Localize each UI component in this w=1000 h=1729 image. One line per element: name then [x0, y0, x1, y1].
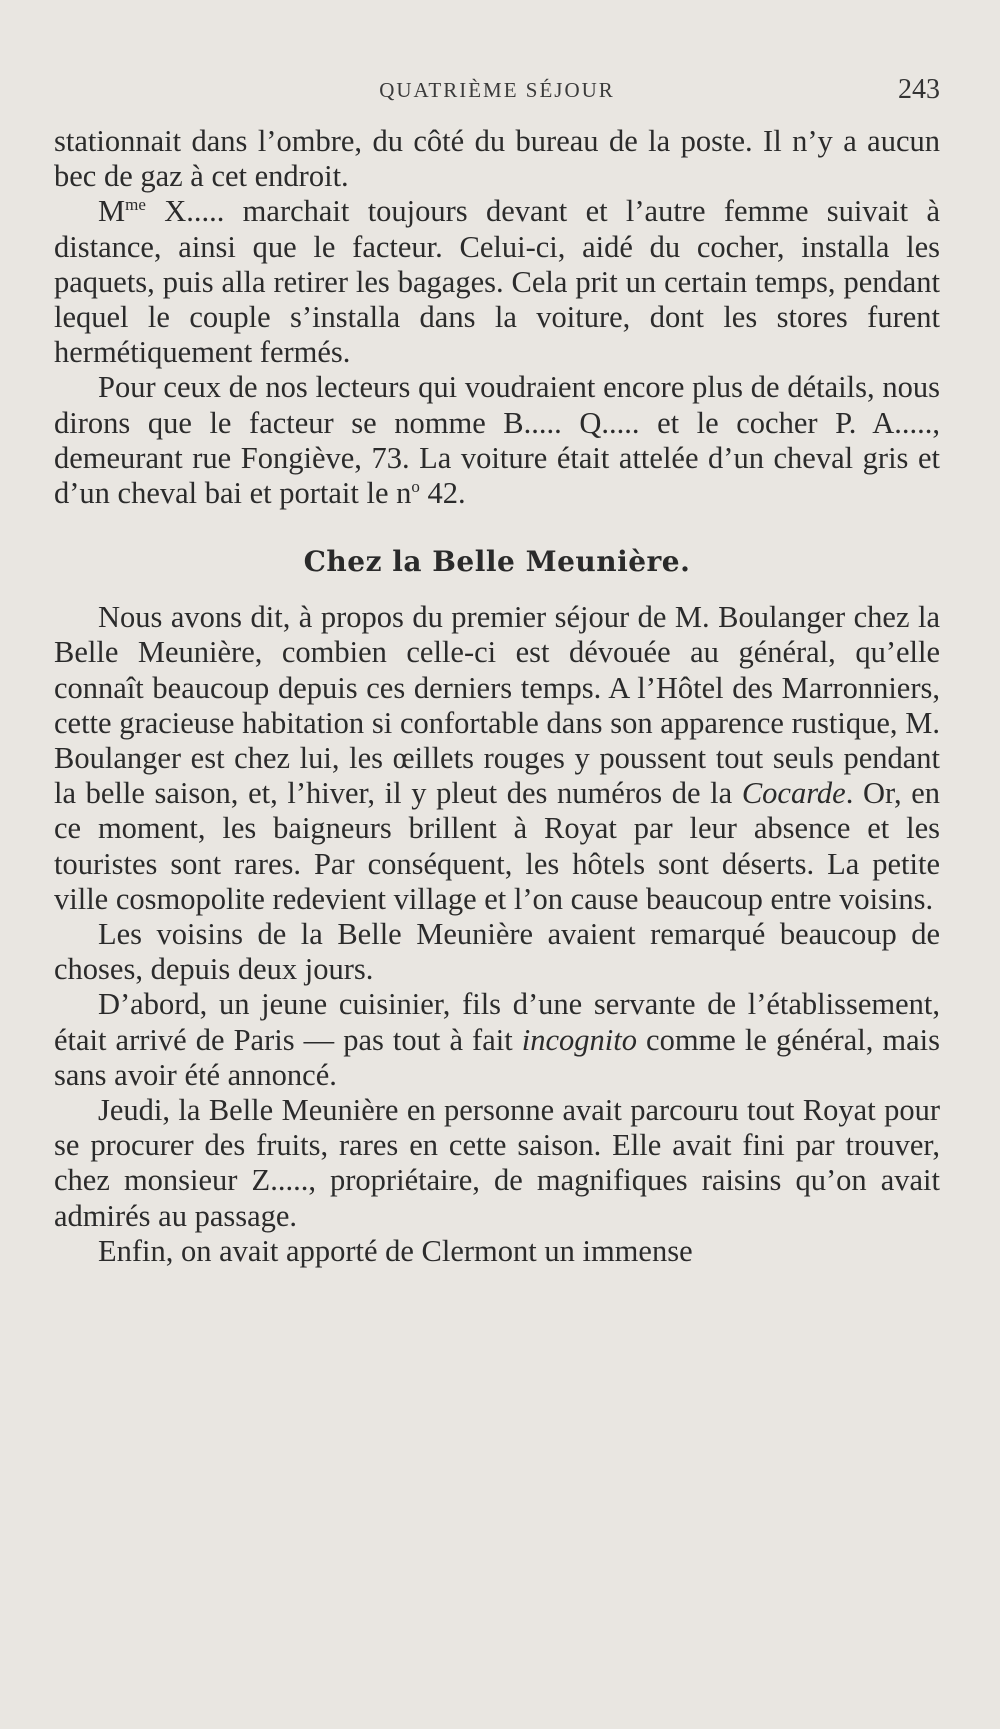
- paragraph-text: 42.: [419, 476, 466, 511]
- body-text: [54, 124, 940, 1269]
- paragraph: [54, 1093, 940, 1234]
- paragraph-text: stationnait dans l’ombre, du côté du bureau de la poste. Il n’y a aucun bec de gaz à cet endroit.: [54, 124, 940, 194]
- section-heading: Chez la Belle Meunière.: [303, 545, 691, 579]
- paragraph-text: comme le général, mais sans avoir été annoncé.: [54, 1022, 940, 1092]
- paragraph: [54, 917, 940, 987]
- paragraph-text: Pour ceux de nos lecteurs qui voudraient encore plus de détails, nous dirons que le facteur se nomme B..... Q..... et le cocher P. A....., demeurant rue Fongiève, 73. La voiture était attelée d’un cheval gris et d’un cheval bai et portait le n: [54, 370, 940, 511]
- paragraph-text: X..... marchait toujours devant et l’autre femme suivait à distance, ainsi que le facteur. Celui-ci, aidé du cocher, installa les paquets, puis alla retirer les bagages. Cela prit un certain temps, pendant lequel le couple s’installa dans la voiture, dont les stores furent hermétiquement fermés.: [54, 194, 940, 370]
- paragraph-text: . Or, en ce moment, les baigneurs brillent à Royat par leur absence et les touristes sont rares. Par conséquent, les hôtels sont déserts. La petite ville cosmopolite redevient village et l’on cause beaucoup entre voisins.: [54, 776, 940, 916]
- paragraph: [54, 370, 940, 511]
- paragraph: [54, 194, 940, 370]
- paragraph: [54, 600, 940, 917]
- superscript: o: [411, 477, 420, 497]
- paragraph-text: D’abord, un jeune cuisinier, fils d’une servante de l’établissement, était arrivé de Paris — pas tout à fait: [54, 987, 940, 1057]
- paragraph: [54, 987, 940, 1093]
- superscript: me: [125, 195, 146, 215]
- paragraph-text: Enfin, on avait apporté de Clermont un immense: [98, 1233, 693, 1268]
- italic-text: Cocarde: [741, 776, 846, 811]
- running-head: QUATRIÈME SÉJOUR: [379, 78, 615, 102]
- paragraph: [54, 1234, 940, 1269]
- title-abbrev: M: [98, 194, 126, 229]
- italic-text: incognito: [521, 1022, 637, 1057]
- page-number: 243: [898, 74, 940, 105]
- paragraph-text: Nous avons dit, à propos du premier séjour de M. Boulanger chez la Belle Meunière, combien celle-ci est dévouée au général, qu’elle connaît beaucoup depuis ces derniers temps. A l’Hôtel des Marronniers, cette gracieuse habitation si confortable dans son apparence rustique, M. Boulanger est chez lui, les œillets rouges y poussent tout seuls pendant la belle saison, et, l’hiver, il y pleut des numéros de la: [54, 600, 940, 811]
- paragraph-continuation: [54, 124, 940, 194]
- paragraph-text: Les voisins de la Belle Meunière avaient remarqué beaucoup de choses, depuis deux jours.: [54, 917, 940, 987]
- page-header: [54, 74, 940, 118]
- paragraph-text: Jeudi, la Belle Meunière en personne avait parcouru tout Royat pour se procurer des fruits, rares en cette saison. Elle avait fini par trouver, chez monsieur Z....., propriétaire, de magnifiques raisins qu’on avait admirés au passage.: [54, 1093, 940, 1233]
